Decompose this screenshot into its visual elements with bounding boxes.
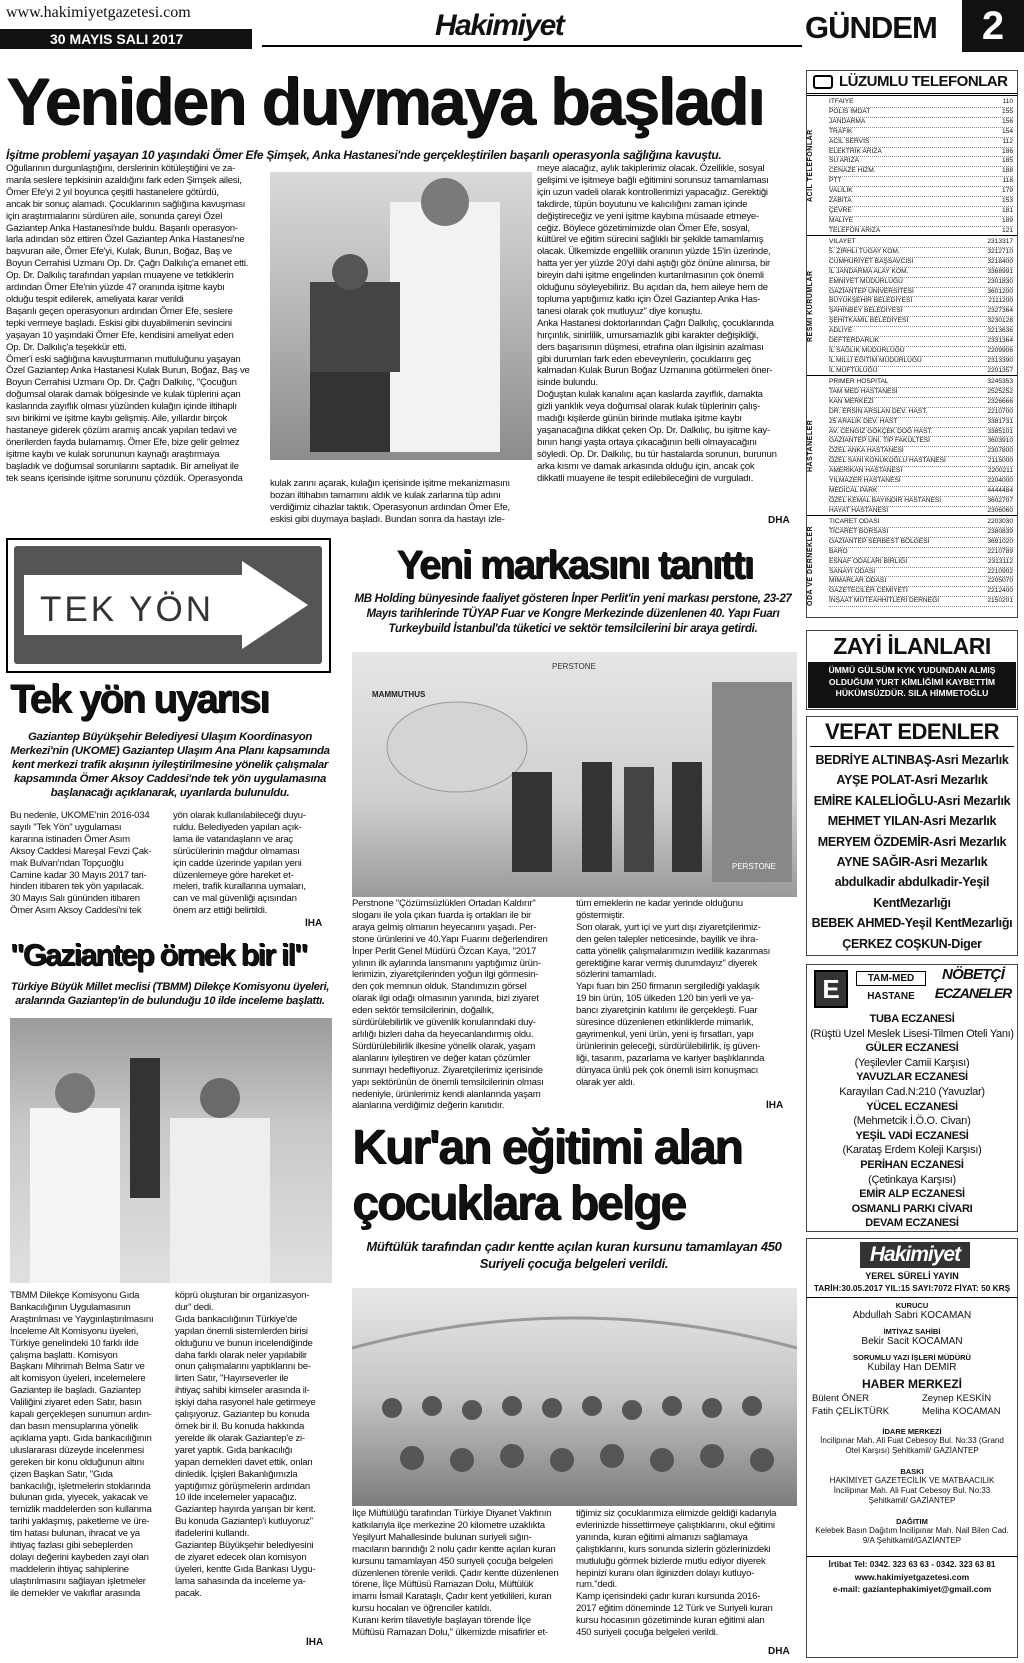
- header-date: 30 MAYIS SALI 2017: [50, 31, 184, 47]
- masthead-haber-2: Zeynep KESKİN: [922, 1393, 992, 1404]
- phone-row-number[interactable]: 2306060: [987, 506, 1013, 514]
- vefat-item: MERYEM ÖZDEMİR-Asri Mezarlık: [817, 834, 1007, 849]
- phone-row-name: TELEFON ARIZA: [829, 226, 881, 234]
- article-2-headline: Tek yön uyarısı: [10, 677, 269, 721]
- eczane-item: DEVAM ECZANESİ: [865, 1217, 959, 1230]
- vefat-list: [806, 750, 1018, 955]
- article-5-lead: Müftülük tarafından çadır kentte açılan kuran kursunu tamamlayan 450 Suriyeli çocuğa belgeleri verildi.: [366, 1239, 782, 1271]
- phone-row-name: ACİL SERVİS: [829, 137, 870, 145]
- phone-row-name: GAZİANTEP ÜNİVERSİTESİ: [829, 287, 914, 295]
- phone-row: [829, 597, 1013, 607]
- article-4-photo: [10, 1018, 332, 1283]
- phone-row-number[interactable]: 2115000: [987, 457, 1013, 465]
- phone-row-name: DR. ERSİN ARSLAN DEV. HAST.: [829, 407, 928, 415]
- eczane-title-2: ECZANELER: [934, 985, 1012, 1001]
- vefat-item: AYŞE POLAT-Asri Mezarlık: [836, 773, 988, 788]
- phone-row: [829, 457, 1013, 467]
- article-2-col-2: yön olarak kullanılabileceği duyu- ruldu. Belediyeden yapılan açık- lama ile vatandaşların ve araç sürücülerinin mağdur olmaması için cadde üzerinde yapılan yeni düzenlemeye göre hareket et- meleri, trafik kurallarına uymaları, can ve mal güvenliği açısından önem arz ettiği belirtildi.: [173, 810, 306, 917]
- phone-row-number[interactable]: 3603910: [987, 437, 1013, 445]
- phone-row-name: HAYAT HASTANESİ: [829, 506, 889, 514]
- vefat-item: MEHMET YILAN-Asri Mezarlık: [827, 814, 997, 829]
- masthead-logo: Hakimiyet: [869, 1243, 961, 1266]
- article-4-headline: "Gaziantep örnek bir il": [10, 937, 307, 972]
- phone-row: [829, 307, 1013, 317]
- phone-section-list: [829, 518, 1013, 615]
- masthead-baski: HAKİMİYET GAZETECİLİK VE MATBAACILIK İncilipınar Mah. Ali Fuat Cebesoy Bul. No:33 Şehitkamil/ GAZİANTEP: [829, 1476, 995, 1505]
- phone-icon: [813, 75, 833, 89]
- vefat-title: VEFAT EDENLER: [824, 719, 999, 744]
- phone-row: [829, 587, 1013, 597]
- phone-row: [829, 487, 1013, 497]
- article-5-headline-line-2: çocuklara belge: [352, 1177, 685, 1230]
- phone-row-number[interactable]: 186: [1001, 147, 1013, 155]
- phone-row: [829, 288, 1013, 298]
- masthead-web[interactable]: www.hakimiyetgazetesi.com: [854, 1572, 970, 1582]
- phone-row: [829, 187, 1013, 197]
- eczane-item: EMİR ALP ECZANESİ: [859, 1188, 965, 1201]
- masthead-kurucu-label: KURUCU: [895, 1301, 929, 1310]
- zayi-title: ZAYİ İLANLARI: [833, 633, 991, 659]
- masthead-haber-1: Bülent ÖNER: [812, 1393, 870, 1404]
- eczane-item: (Mehmetcik İ.Ö.O. Civarı): [853, 1115, 971, 1128]
- phone-row-number[interactable]: 110: [1002, 98, 1013, 105]
- masthead-dagitim-label: DAĞITIM: [896, 1517, 928, 1526]
- eczane-item: (Karataş Erdem Koleji Karşısı): [842, 1144, 982, 1157]
- vefat-item: EMİRE KALELİOĞLU-Asri Mezarlık: [813, 793, 1011, 808]
- article-1-photo: [270, 172, 532, 460]
- phone-row-number[interactable]: 189: [1001, 216, 1013, 224]
- phone-row: [829, 378, 1013, 388]
- eczane-title-1: NÖBETÇİ: [942, 966, 1004, 983]
- article-1-col-3: meye alacağız, aylık takiplerimiz olacak. Özellikle, sosyal gelişimi ve işitmeye bağlı eğitimini sorunsuz tamamlaması için uzun vadeli olarak kontrollerimizi yapacağız. Gerektiği takdirde, tüpün boyutunu ve kalıcılığını zaman içinde değiştireceğiz ve yeni işitme kaybına müsaade etmeye- ceğiz. Böylece gözetimimizde olan Ömer Efe, sosyal, kültürel ve eğitim sürecini sağlıklı bir şekilde tamamlamış olacak. Ülkemizde engellilik oranının yüzde 15'in üzerinde, hatta yer yer yüzde 20'yi dahi aştığı göz önüne alınırsa, bir bireyin dahi işitme engelinden kurtarılmasının çok önemli olduğunu söyleyebiliriz. Bu açıdan da, hem aileye hem de topluma yaptığımız katkı için Özel Gaziantep Anka Has- tanesi olarak çok mutluyuz" diye konuştu. Anka Hastanesi doktorlarından Çağrı Dalkılıç, çocuklarında hırçınlık, sinirlilik, umursamazlık gibi karakter değişikliği, ders başarısının düşmesi, etrafına olan ilgisinin azalması gibi durumları fark eden ebeveynlerin, çocuklarını geç kalmadan Kulak Burun Boğaz Uzmanına götürmeleri öner- isinde bulundu. Doğuştan kulak kanalını açan kaslarda zayıflık, damakta gizli yarıklık veya doğumsal olarak kulak tüplerinin çalış- madığı kişilerde günün birinde mutlaka işitme kaybı yaşanacağına dikkat çeken Op. Dr. Dalkılıç, bu işitme kay- bının hangi yaşta ortaya çıkacağının belli olmayacağını söyledi. Op. Dr. Dalkılıç, bu tür hastalarda sorunun, burunun arka kısmı ve damak arkasında olduğu için, ancak çok dikkatli muayene ile tespit edilebileceğini de vurguladı.: [537, 163, 777, 484]
- eczane-list: [806, 1012, 1018, 1230]
- phone-row-number[interactable]: 2111200: [988, 297, 1013, 305]
- photo-text-mammuthus: MAMMUTHUS: [372, 690, 426, 699]
- phone-row: [829, 278, 1013, 288]
- phone-row-number[interactable]: 179: [1001, 187, 1013, 195]
- phone-row-number[interactable]: 3381731: [987, 417, 1013, 425]
- phone-row: [829, 167, 1013, 177]
- phone-section-list: [829, 98, 1013, 235]
- phone-row-name: ÖZEL SANİ KONUKOĞLU HASTANESİ: [829, 457, 946, 465]
- vefat-item: [806, 954, 1018, 955]
- masthead-info: TARİH:30.05.2017 YIL:15 SAYI:7072 FİYAT: 50 KRŞ: [806, 1283, 1018, 1298]
- article-3-col-2: tüm emeklerin ne kadar yerinde olduğunu göstermiştir. Son olarak, yurt içi ve yurt dışı ziyaretçilerimiz- den gelen talepler neticesinde, bayilik ve ihra- catta yönelik çalışmalarımızın ivedilik kazanması gerektiğine karar vermiş durumdayız'' diyerek sözlerini tamamladı. Yapı fuarı bin 250 firmanın sergilediği yaklaşık 19 bin ürün, 105 ülkeden 120 bin yerli ve ya- bancı ziyaretçinin katılımı ile gerçekleşti. Fuar süresince düzenlenen etkinliklerde mimarlık, gayrimenkul, yeni ürün, yeni iş fırsatları, yapı ürünlerinin geleceği, sürdürülebilirlik, iş güven- liği, tasarım, pazarlama ve kariyer başlıklarında dünyaca ünlü pek çok önemli isim konuşmacı olarak yer aldı.: [576, 898, 771, 1088]
- phone-row-number[interactable]: 2327364: [987, 307, 1013, 315]
- eczane-item: Karayılan Cad.N:210 (Yavuzlar): [839, 1085, 985, 1098]
- phone-row: [829, 327, 1013, 337]
- phone-row-number[interactable]: 121: [1001, 226, 1013, 234]
- phone-row: [829, 477, 1013, 487]
- phone-row-name: İL MİLLİ EĞİTİM MÜDÜRLÜĞÜ: [829, 356, 922, 364]
- phone-row-number[interactable]: 3691020: [987, 537, 1013, 545]
- article-3-headline: Yeni markasını tanıttı: [396, 543, 753, 587]
- phone-row-name: 5. ZIRHLI TUGAY KOM.: [829, 247, 900, 255]
- phone-row-number[interactable]: 153: [1001, 197, 1013, 205]
- phone-section-list: [829, 378, 1013, 515]
- phone-row-name: AMERİKAN HASTANESİ: [829, 467, 903, 475]
- phone-row: [829, 388, 1013, 398]
- phone-row-number[interactable]: 154: [1001, 127, 1013, 135]
- phone-row-number[interactable]: 2525252: [987, 387, 1013, 395]
- article-4-agency: İHA: [306, 1637, 324, 1648]
- officials-illustration: [10, 1018, 332, 1283]
- phone-row-number[interactable]: 185: [1001, 157, 1013, 165]
- vefat-item: abdulkadir abdulkadir-Yeşil KentMezarlığı: [834, 875, 990, 910]
- phone-row: [829, 248, 1013, 258]
- phone-section-label: RESMİ KURUMLAR: [807, 270, 814, 342]
- phone-row: [829, 317, 1013, 327]
- phone-row: [829, 157, 1013, 167]
- article-1-col-2: kulak zarını açarak, kulağın içerisinde işitme mekanizmasını bozan iltihabın tamamını aldık ve kulak zarlarına tüp adını verdiğimiz cihazlar taktık. Operasyonun ardından Ömer Efe, eskisi gibi duymaya başladı. Bundan sonra da hastayı izle-: [270, 478, 510, 525]
- eczane-item: YEŞİL VADİ ECZANESİ: [855, 1129, 969, 1142]
- vefat-rule: [810, 746, 1014, 747]
- phone-row-name: CENAZE HİZM.: [829, 167, 876, 175]
- eczane-item: (Çetinkaya Karşısı): [868, 1173, 956, 1186]
- phone-row: [829, 518, 1013, 528]
- article-5-headline-line-1: Kur'an eğitimi alan: [352, 1121, 742, 1174]
- article-3-lead: MB Holding bünyesinde faaliyet gösteren İnper Perlit'in yeni markası perstone, 23-27 Mayıs tarihlerinde TÜYAP Fuar ve Kongre Merkezinde düzenlenen 40. Yapı Fuarı Turkeybuild İstanbul'da tüketici ve sektör temsilcilerini bir araya getirdi.: [354, 593, 792, 635]
- masthead-haber-3: Fatih ÇELİKTÜRK: [812, 1406, 890, 1417]
- vefat-item: BEDRİYE ALTINBAŞ-Asri Mezarlık: [815, 753, 1009, 767]
- phone-row-name: TRAFİK: [829, 127, 853, 135]
- phone-row: [829, 437, 1013, 447]
- phone-row: [829, 507, 1013, 515]
- phone-row: [829, 268, 1013, 278]
- phone-row-number[interactable]: 2210789: [987, 547, 1013, 555]
- masthead-yazi: Kubilay Han DEMİR: [867, 1362, 957, 1373]
- phone-row-name: TİCARET BORSASI: [829, 527, 889, 535]
- phone-section: [807, 375, 1017, 515]
- phone-row-number[interactable]: 4444484: [987, 486, 1013, 494]
- phone-row: [829, 408, 1013, 418]
- masthead-haber-4: Meliha KOCAMAN: [922, 1406, 1001, 1417]
- article-2-lead: Gaziantep Büyükşehir Belediyesi Ulaşım Koordinasyon Merkezi'nin (UKOME) Gaziantep Ulaşım Ana Planı kapsamında kent merkezi trafik akışının iyileştirilmesine yönelik çalışmalar kapsamında Ömer Aksoy Caddesi'nde tek yön uygulamasına başlanacağı açıklanarak, uyarılarda bulunuldu.: [10, 731, 330, 799]
- photo-text-perstone-1: PERSTONE: [552, 662, 596, 671]
- phone-row-number[interactable]: 112: [1002, 137, 1013, 145]
- phone-row: [829, 297, 1013, 307]
- phone-row-name: ŞEHİTKAMİL BELEDİYESİ: [829, 317, 909, 325]
- phone-row-number[interactable]: 3601200: [987, 287, 1013, 295]
- article-4-col-2: köprü oluşturan bir organizasyon- dur" dedi. Gıda bankacılığının Türkiye'de yapılan önemli sistemlerden birisi olduğunu ve bunun incelendiğinde daha farklı olarak neler yapılabilir onun çalışmalarını yaptıklarını be- lirten Satır, "Hayırseverler ile ihtiyaç sahibi kimseler arasında il- işkiyi daha rasyonel hale getirmeye çalışıyoruz. Gaziantep bu konuda örnek bir il. Bu konuda hakkında yerelde ilk olarak Gaziantep'e zi- yaret yaptık. Gıda bankacılığı yapan dernekleri davet ettik, onları dinledik. İçişleri Bakanlığımızla yaptığımız görüşmelerin ardından 10 ilde incelemeler yapacağız. Gaziantep hayırda yarışan bir kent. Bu konuda Gaziantep'i kutluyoruz" ifadelerini kullandı. Gaziantep Büyükşehir belediyesini de ziyaret edecek olan komisyon üyeleri, kentte Gıda Bankası Uygu- lama sahasında da inceleme ya- pacak.: [175, 1290, 316, 1599]
- masthead-idare: İncilipınar Mah. Ali Fuat Cebesoy Bul. No:33 (Grand Otel Karşısı) Şehitkamil/ GAZİANTEP: [820, 1436, 1004, 1455]
- phone-row-name: İL JANDARMA ALAY KOM.: [829, 267, 909, 275]
- phone-row-number[interactable]: 2209906: [987, 346, 1013, 354]
- phone-row-name: ÇEVRE: [829, 206, 852, 214]
- phone-row-number[interactable]: 2200211: [987, 467, 1013, 475]
- expo-stand-illustration: [352, 652, 797, 897]
- phone-row-name: DEFTERDARLIK: [829, 337, 880, 345]
- article-2-agency: İHA: [305, 918, 323, 929]
- eczane-item: GÜLER ECZANESİ: [865, 1042, 959, 1055]
- phone-row-number[interactable]: 118: [1002, 177, 1013, 185]
- phone-row: [829, 447, 1013, 457]
- phone-row-number[interactable]: 2210902: [987, 567, 1013, 575]
- vefat-item: ÇERKEZ COŞKUN-Diger: [842, 936, 982, 951]
- phone-row-name: CUMHURİYET BAŞSAVCISI: [829, 257, 914, 265]
- phone-row: [829, 227, 1013, 235]
- masthead-idare-label: İDARE MERKEZİ: [882, 1427, 942, 1436]
- phone-row: [829, 197, 1013, 207]
- eczane-item: TUBA ECZANESİ: [869, 1013, 955, 1025]
- phone-row-name: TAM MED HASTANESİ: [829, 387, 898, 395]
- phones-box: [806, 70, 1018, 618]
- masthead-tel: İrtibat Tel: 0342. 323 63 63 - 0342. 323 63 81: [806, 1556, 1018, 1571]
- eczane-tammed: TAM-MED: [856, 971, 926, 986]
- phone-row-number[interactable]: 2313390: [987, 356, 1013, 364]
- phone-row-name: ELEKTRİK ARIZA: [829, 147, 882, 155]
- phone-row-name: GAZETECİLER CEMİYETİ: [829, 587, 908, 595]
- masthead-haber-label: HABER MERKEZİ: [861, 1377, 962, 1391]
- article-4-col-1: TBMM Dilekçe Komisyonu Gıda Bankacılığının Uygulamasının Araştırılması ve Yaygınlaştırılmasını İnceleme Alt Komisyonu üyeleri, Türkiye genelindeki 10 farklı ilde çalışma başlattı. Komisyon Başkanı Mihrimah Belma Satır ve alt komisyon üyeleri, incelemelere Gaziantep ile başladı. Gaziantep Valiliğini ziyaret eden Satır, basın kapalı gerçekleşen sunumun ardın- dan basın mensuplarına yönelik açıklama yaptı. Gıda bankacılığının uluslararası düzeyde incelenmesi gereken bir konu olduğunun altını çizen Başkan Satır, "Gıda bankacılığı, işletmelerin stoklarında bulunan gıda, yiyecek, yakacak ve temizlik maddelerden son kullanma tarihi yaklaşmış, paketleme ve üre- tim hatası bulunan, ihracat ve ya ihtiyaç fazlası gibi sebeplerden dolayı değerini kaybeden zayi olan maddelerin ihtiyaç sahiplerine ulaştırılmasını sağlayan işletmeler ile dernekler ve vakıflar arasında: [10, 1290, 154, 1599]
- doctor-patient-illustration: [270, 172, 532, 460]
- phone-row: [829, 538, 1013, 548]
- page-number: 2: [981, 4, 1005, 48]
- phone-section: [807, 95, 1017, 235]
- article-3-col-1: Perstnone "Çözümsüzlükleri Ortadan Kaldırır" sloganı ile yola çıkan fuarda iş ortakları ile bir araya gelmiş olmanın heyecanını yaşadı. Per- stone ürünlerini ve 40.Yapı Fuarını değerlendiren İnper Perlit Genel Müdürü Özcan Kaya, "2017 yılının ilk aylarında lansmanını yaptığımız ürün- lerimizin, ziyaretçilerinden yoğun ilgi görmesin- den çok memnun olduk. Standımızın görsel olarak ilgi odağı olmasının yanında, bizi ziyaret eden sektör temsilcilerinin, doğallık, sürdürülebilirlik ve güvenlik konularındaki duy- arlılığı bizleri daha da heyecanlandırmış oldu. Sürdürülebilirlik ilkesine yönelik olarak, yaşam alanlarını iyileştiren ve değer katan çözümler sunmayı hedefliyoruz. Ziyaretçilerimiz içerisinde yapı sektörünün de önemli temsilcilerinin olması nedeniyle, ürünlerimiz kendi alanlarında yaşam alanlarına verdiğimiz değerin kanıtıdır.: [352, 898, 548, 1112]
- phone-row: [829, 367, 1013, 375]
- phone-row: [829, 428, 1013, 438]
- phone-row-name: BÜYÜKŞEHİR BELEDİYESİ: [829, 297, 913, 305]
- phone-row-name: BARO: [829, 547, 848, 555]
- phone-row-name: İTFAİYE: [829, 98, 854, 105]
- masthead-baski-label: BASKI: [900, 1467, 924, 1476]
- phone-row-name: 25 ARALIK DEV. HAST: [829, 417, 898, 425]
- phone-row-name: ZABITA: [829, 197, 852, 205]
- article-3-agency: İHA: [766, 1100, 784, 1111]
- phone-row-name: ÖZEL ANKA HASTANESİ: [829, 447, 904, 455]
- phone-section-label: ODA VE DERNEKLER: [807, 525, 814, 607]
- masthead-type: YEREL SÜRELİ YAYIN: [865, 1271, 959, 1281]
- phone-row-number[interactable]: 2301830: [987, 277, 1013, 285]
- article-1-col-1: Oğullarının durgunlaştığını, derslerinin kötüleştiğini ve za- manla seslere tepkisinin azaldığını fark eden Şimşek ailesi, Ömer Efe'yi 2 yıl boyunca çeşitli hastanelere götürdü, ancak bir sonuç alamadı. Çocuklarının sağlığına kavuşması için araştırmalarını sürdüren aile, sonunda çareyi Özel Gaziantep Anka Hastanesi'nde buldu. Başarılı operasyon- larla adından söz ettiren Özel Gaziantep Anka Hastanesi'ne başvuran aile, Ömer Efe'yi, Kulak, Burun, Boğaz, Baş ve Boyun Cerrahisi Uzmanı Op. Dr. Çağrı Dalkılıç'a emanet etti. Op. Dr. Dalkılıç tarafından yapılan muayene ve tetkiklerin ardından Ömer Efe'nin yüzde 47 oranında işitme kaybı olduğu tespit edilerek, ameliyata karar verildi Başarılı geçen operasyonun ardından Ömer Efe, seslere tepki vermeye başladı. Eskisi gibi duyabilmenin sevincini yaşayan 10 yaşındaki Ömer Efe, kendisini ameliyat eden Op. Dr. Dalkılıç'a teşekkür etti. Ömer'i eski sağlığına kavuşturmanın mutluluğunu yaşayan Özel Gaziantep Anka Hastanesi Kulak Burun, Boğaz, Baş ve Boyun Cerrahisi Uzmanı Op. Dr. Çağrı Dalkılıç, "Çocuğun doğumsal olarak damak bölgesinde ve kulak tüplerini açan kaslarında zayıflık olması yüzünden kulağın içinde iltihaplı sıvı birikimi ve işitme kaybı gelişmiş. Aile, yıllardır birçok hastaneye giderek çözüm aramış ancak yapılan tedavi ve önerilerden fayda bulamamış. Ömer Efe, bize gelir gelmez işitme kaybı ve kulak sorununun kaynağı araştırmaya başladık ve doğumsal sorunlarını saptadık. Bir ameliyat ile tek seans içerisinde işitme sorununu çözdük. Operasyonda: [6, 163, 250, 484]
- eczane-hastane: HASTANE: [867, 991, 915, 1002]
- phone-row-name: MEDICAL PARK: [829, 486, 878, 494]
- phone-row-number[interactable]: 3230128: [987, 317, 1013, 325]
- phone-row: [829, 258, 1013, 268]
- masthead-kurucu: Abdullah Sabri KOCAMAN: [852, 1310, 972, 1321]
- article-1-headline: Yeniden duymaya başladı: [6, 64, 764, 138]
- phone-row: [829, 398, 1013, 408]
- phones-title: LÜZUMLU TELEFONLAR: [839, 73, 1008, 90]
- phone-row: [829, 497, 1013, 507]
- phone-row-number[interactable]: 3218400: [987, 257, 1013, 265]
- article-1-lead: İşitme problemi yaşayan 10 yaşındaki Ömer Efe Şimşek, Anka Hastanesi'nde gerçekleştirilen başarılı operasyonla sağlığına kavuştu.: [6, 148, 722, 162]
- masthead-dagitim: Kelebek Basın Dağıtım İncilipınar Mah. Nail Bilen Cad. 9/A Şehitkamil/GAZİANTEP: [815, 1526, 1009, 1545]
- zayi-text: ÜMMÜ GÜLSÜM KYK YUDUNDAN ALMIŞ OLDUĞUM YURT KİMLİĞİMİ KAYBETTİM HÜKÜMSÜZDÜR. SILA HİMMETOĞLU: [828, 665, 996, 698]
- header-rule: [262, 45, 802, 47]
- phone-row: [829, 118, 1013, 128]
- phone-row-number[interactable]: 2313317: [987, 238, 1013, 245]
- phone-row-number[interactable]: 3368991: [987, 267, 1013, 275]
- article-5-col-1: İlçe Müftülüğü tarafından Türkiye Diyanet Vakfının katkılarıyla ilçe merkezine 20 kilometre uzaklıkta Yeşilyurt Mahallesinde bulunan suriyeli sığın- macıların barındığı 2 nolu çadır kentte açılan kuran kursunu tamamlayan 450 suriyeli çocuğa belgeleri düzenlenen törenle verildi. Çadır kentte düzenlenen törene, İlçe Müftüsü Ramazan Dolu, Müftülük imamı İsmail Karataşlı, Çadır kent yetkilileri, kuran kursu hocaları ve öğrenciler katıldı. Kuranı kerim tilavetiyle başlayan törende İlçe Müftüsü Ramazan Dolu," ülkemizde misafirler et-: [352, 1508, 559, 1639]
- phone-row: [829, 148, 1013, 158]
- phone-row-number[interactable]: 188: [1001, 167, 1013, 175]
- eczane-item: YAVUZLAR ECZANESİ: [856, 1071, 968, 1084]
- article-5-agency: DHA: [768, 1646, 790, 1657]
- phone-row: [829, 467, 1013, 477]
- phone-row: [829, 217, 1013, 227]
- phone-row-name: ESNAF ODALARI BİRLİĞİ: [829, 557, 908, 565]
- phone-section: [807, 515, 1017, 615]
- phone-row-name: ŞAHİNBEY BELEDİYESİ: [829, 307, 903, 315]
- article-5-col-2: tiğimiz siz çocuklarımıza elimizde geldiği kadarıyla evlerinizde hissettirmeye çalıştıklarını, okul eğitimi yanında, kuran eğitimi almanızı sağlamaya çalıştıklarını, kurs sonunda sizlerin gözlerinizdeki mutluluğu görmek bizlerde mutlu ediyor diyerek hepinizi kuranı olan ilginizden dolayı kutluyo- rum."dedi. Kamp içerisindeki çadır kuran kursunda 2016- 2017 eğitim döneminde 12 Türk ve Suriyeli kuran kursu hocasının gözetiminde kuran eğitimi alan 450 suriyeli çocuğa belgeleri verildi.: [576, 1508, 777, 1639]
- phone-section-list: [829, 238, 1013, 375]
- phone-row-number[interactable]: 2210700: [987, 407, 1013, 415]
- phone-row-name: İL SAĞLIK MÜDÜRLÜĞÜ: [829, 346, 905, 354]
- phone-row-number[interactable]: 3213636: [987, 327, 1013, 335]
- phone-section-label: HASTANELER: [807, 419, 814, 473]
- eczane-badge-letter: E: [822, 974, 840, 1004]
- phone-row-number[interactable]: 2307800: [987, 447, 1013, 455]
- vefat-item: AYNE SAĞIR-Asri Mezarlık: [836, 855, 988, 870]
- phone-row-number[interactable]: 2331364: [987, 337, 1013, 345]
- phone-row-name: GAZİANTEP ÜNİ. TIP FAKÜLTESİ: [829, 437, 931, 445]
- phone-section-label: ACİL TELEFONLAR: [807, 129, 814, 203]
- phone-row: [829, 347, 1013, 357]
- phone-row-name: GAZİANTEP SERBEST BÖLGESİ: [829, 537, 930, 545]
- phone-row-number[interactable]: 2380839: [987, 527, 1013, 535]
- masthead-sahip: Bekir Sacit KOCAMAN: [861, 1336, 963, 1347]
- phone-row-number[interactable]: 2204000: [987, 477, 1013, 485]
- phone-row: [829, 98, 1013, 108]
- phone-row-number[interactable]: 2201357: [987, 366, 1013, 374]
- phone-row: [829, 108, 1013, 118]
- masthead-yazi-label: SORUMLU YAZI İŞLERİ MÜDÜRÜ: [853, 1353, 971, 1362]
- phone-row-number[interactable]: 181: [1001, 206, 1013, 214]
- phone-row-name: PTT: [829, 177, 842, 185]
- section-title: GÜNDEM: [805, 10, 937, 45]
- phone-row-number[interactable]: 2203030: [987, 518, 1013, 525]
- phone-row-name: YILMAZER HASTANESİ: [829, 477, 901, 485]
- masthead-sahip-label: İMTİYAZ SAHİBİ: [883, 1327, 941, 1336]
- phone-row: [829, 357, 1013, 367]
- phone-row-number[interactable]: 3385101: [987, 427, 1013, 435]
- phone-row: [829, 577, 1013, 587]
- phone-row-number[interactable]: 155: [1001, 107, 1013, 115]
- eczane-item: OSMANLI PARKI CİVARI: [851, 1202, 973, 1215]
- phone-row: [829, 528, 1013, 538]
- phone-row: [829, 548, 1013, 558]
- phone-row: [829, 128, 1013, 138]
- tek-yon-sign-text: TEK YÖN: [40, 590, 215, 629]
- phone-row-number[interactable]: 2205070: [987, 577, 1013, 585]
- article-2-col-1: Bu nedenle, UKOME'nin 2016-034 sayılı "Tek Yön" uygulaması kararına istinaden Ömer Asım Aksoy Caddesi Mareşal Fevzi Çak- mak Bulvarı'ndan Topçuoğlu Camine kadar 30 Mayıs 2017 tari- hinden itibaren tek yön yapılacak. 30 Mayıs Salı gününden itibaren Ömer Asım Aksoy Caddesi'ni tek: [10, 810, 152, 917]
- phones-rule: [807, 93, 1018, 94]
- phone-row-number[interactable]: 3245353: [987, 378, 1013, 385]
- phone-row-name: ÖZEL KEMAL BAYINDIR HASTANESİ: [829, 496, 942, 504]
- phone-row: [829, 558, 1013, 568]
- children-ceremony-illustration: [352, 1288, 797, 1506]
- phone-row-number[interactable]: 2313112: [987, 557, 1013, 565]
- photo-text-perstone-2: PERSTONE: [732, 862, 776, 871]
- phone-row-name: TİCARET ODASI: [829, 518, 880, 525]
- phone-row-number[interactable]: 3602707: [987, 496, 1013, 504]
- phone-row-name: MALİYE: [829, 216, 854, 224]
- phone-row-name: POLİS İMDAT: [829, 107, 871, 115]
- phone-row: [829, 337, 1013, 347]
- header-url[interactable]: www.hakimiyetgazetesi.com: [6, 4, 191, 21]
- phone-row-name: EMNİYET MÜDÜRLÜĞÜ: [829, 277, 903, 285]
- phone-row: [829, 418, 1013, 428]
- phone-row-name: SANAYİ ODASI: [829, 567, 876, 575]
- phone-row: [829, 568, 1013, 578]
- phone-row-name: İNŞAAT MÜTEAHHİTLERİ DERNEĞİ: [829, 597, 940, 605]
- article-4-lead: Türkiye Büyük Millet meclisi (TBMM) Dilekçe Komisyonu üyeleri, aralarında Gaziantep'in de bulunduğu 10 ilde inceleme başlattı.: [10, 981, 330, 1007]
- phone-row-name: AV. CENGİZ GÖKÇEK DOĞ HAST.: [829, 427, 933, 435]
- phone-row-name: JANDARMA: [829, 117, 866, 125]
- phone-row: [829, 207, 1013, 217]
- eczane-item: (Rüştü Uzel Meslek Lisesi-Tilmen Oteli Yanı): [810, 1027, 1014, 1040]
- masthead-email[interactable]: e-mail: gaziantephakimiyet@gmail.com: [832, 1584, 992, 1594]
- phone-row-name: VİLAYET: [829, 238, 856, 245]
- eczane-item: PERİHAN ECZANESİ: [860, 1158, 964, 1171]
- phone-row: [829, 238, 1013, 248]
- phone-row-name: MİMARLAR ODASI: [829, 577, 887, 585]
- phone-row-name: İL MÜFTÜLÜĞÜ: [829, 366, 878, 374]
- phone-row-name: ADLİYE: [829, 327, 853, 335]
- phone-row-number[interactable]: 3212710: [987, 247, 1013, 255]
- vefat-item: BEBEK AHMED-Yeşil KentMezarlığı: [811, 916, 1013, 931]
- phone-row-name: KAN MERKEZİ: [829, 397, 874, 405]
- phone-row-name: VALİLİK: [829, 187, 853, 195]
- eczane-item: (Yeşilevler Camii Karşısı): [854, 1056, 970, 1069]
- phone-row: [829, 138, 1013, 148]
- article-5-photo: [352, 1288, 797, 1506]
- phone-row-number[interactable]: 156: [1001, 117, 1013, 125]
- phone-section: [807, 235, 1017, 375]
- phone-row-name: SU ARIZA: [829, 157, 860, 165]
- phone-row: [829, 177, 1013, 187]
- article-3-photo: [352, 652, 797, 897]
- phone-row-name: PRİMER HOSPITAL: [829, 378, 889, 385]
- phone-row-number[interactable]: 2150201: [987, 597, 1013, 605]
- phone-row-number[interactable]: 2326666: [987, 397, 1013, 405]
- header-logo: Hakimiyet: [435, 9, 564, 42]
- phone-row-number[interactable]: 2212400: [987, 587, 1013, 595]
- article-1-agency: DHA: [768, 515, 790, 526]
- eczane-item: YÜCEL ECZANESİ: [866, 1100, 958, 1113]
